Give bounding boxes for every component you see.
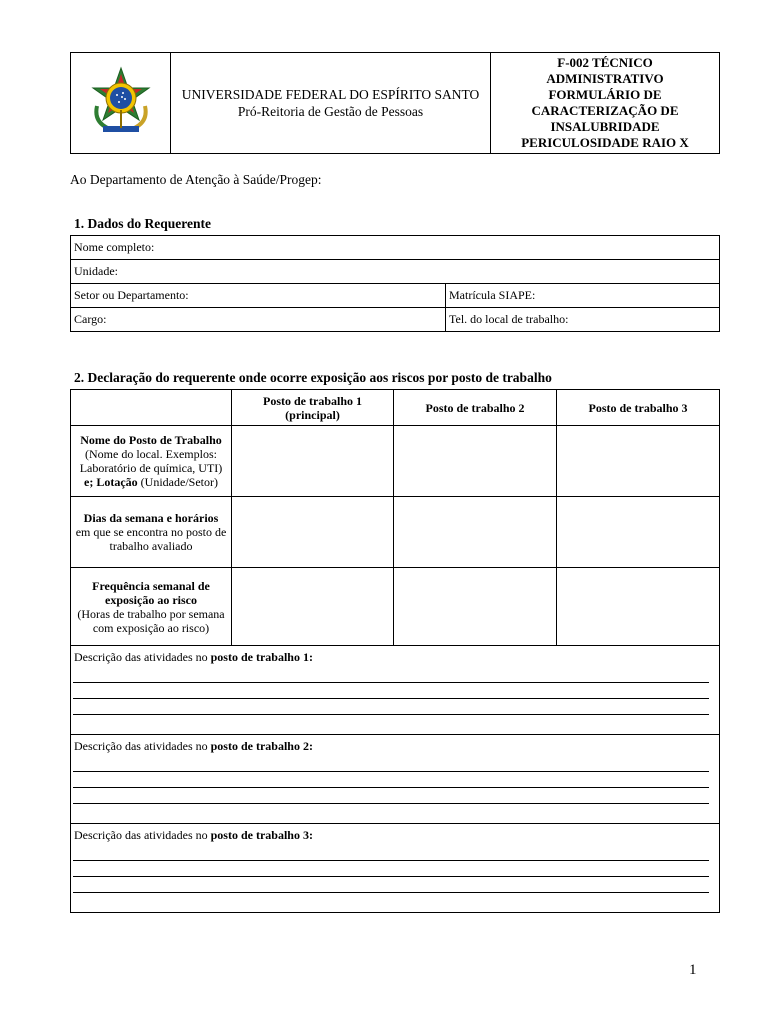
- logo-cell: [71, 53, 171, 154]
- form-title-line: F-002 TÉCNICO: [557, 55, 653, 70]
- form-title-cell: [491, 53, 720, 154]
- institution-cell: [171, 53, 491, 154]
- row-label-frequency: Frequência semanal de exposição ao risco (Horas de trabalho por semana com exposição ao risco): [71, 568, 232, 646]
- form-title-line: CARACTERIZAÇÃO DE: [531, 103, 679, 118]
- corner-cell: [71, 390, 232, 426]
- post3-name-input[interactable]: [557, 426, 720, 497]
- form-title-line: PERICULOSIDADE RAIO X: [521, 135, 689, 150]
- section2-title: 2. Declaração do requerente onde ocorre exposição aos riscos por posto de trabalho: [74, 370, 552, 385]
- department-name: Pró-Reitoria de Gestão de Pessoas: [237, 104, 424, 119]
- phone-field[interactable]: Tel. do local de trabalho:: [446, 308, 720, 332]
- writing-lines: [74, 757, 717, 804]
- row-label-post-name: Nome do Posto de Trabalho (Nome do local. Exemplos: Laboratório de química, UTI) e; Lotação (Unidade/Setor): [71, 426, 232, 497]
- form-title-line: FORMULÁRIO DE: [548, 87, 662, 102]
- description-post2[interactable]: Descrição das atividades no posto de trabalho 2:: [71, 735, 720, 824]
- row-label-schedule: Dias da semana e horários em que se encontra no posto de trabalho avaliado: [71, 497, 232, 568]
- post1-schedule-input[interactable]: [232, 497, 394, 568]
- sector-field[interactable]: Setor ou Departamento:: [71, 284, 446, 308]
- page-number: 1: [689, 962, 697, 978]
- section1-title: 1. Dados do Requerente: [74, 216, 212, 231]
- coat-of-arms-icon: [83, 66, 159, 136]
- writing-lines: [74, 846, 717, 893]
- writing-lines: [74, 668, 717, 715]
- university-name: UNIVERSIDADE FEDERAL DO ESPÍRITO SANTO: [181, 87, 480, 102]
- post3-frequency-input[interactable]: [557, 568, 720, 646]
- description-post3[interactable]: Descrição das atividades no posto de trabalho 3:: [71, 824, 720, 913]
- post1-frequency-input[interactable]: [232, 568, 394, 646]
- col-header-post2: Posto de trabalho 2: [394, 390, 557, 426]
- siape-field[interactable]: Matrícula SIAPE:: [446, 284, 720, 308]
- post3-schedule-input[interactable]: [557, 497, 720, 568]
- post2-frequency-input[interactable]: [394, 568, 557, 646]
- col-header-post3: Posto de trabalho 3: [557, 390, 720, 426]
- post1-name-input[interactable]: [232, 426, 394, 497]
- requester-table: [70, 235, 720, 332]
- description-post1[interactable]: Descrição das atividades no posto de trabalho 1:: [71, 646, 720, 735]
- post2-schedule-input[interactable]: [394, 497, 557, 568]
- full-name-field[interactable]: Nome completo:: [71, 236, 720, 260]
- post2-name-input[interactable]: [394, 426, 557, 497]
- form-title-line: ADMINISTRATIVO: [546, 71, 664, 86]
- form-title-line: INSALUBRIDADE: [550, 119, 660, 134]
- position-field[interactable]: Cargo:: [71, 308, 446, 332]
- header-table: [70, 52, 720, 154]
- workstation-table: [70, 389, 720, 913]
- addressee: Ao Departamento de Atenção à Saúde/Progep:: [70, 172, 322, 187]
- col-header-post1: Posto de trabalho 1 (principal): [232, 390, 394, 426]
- unit-field[interactable]: Unidade:: [71, 260, 720, 284]
